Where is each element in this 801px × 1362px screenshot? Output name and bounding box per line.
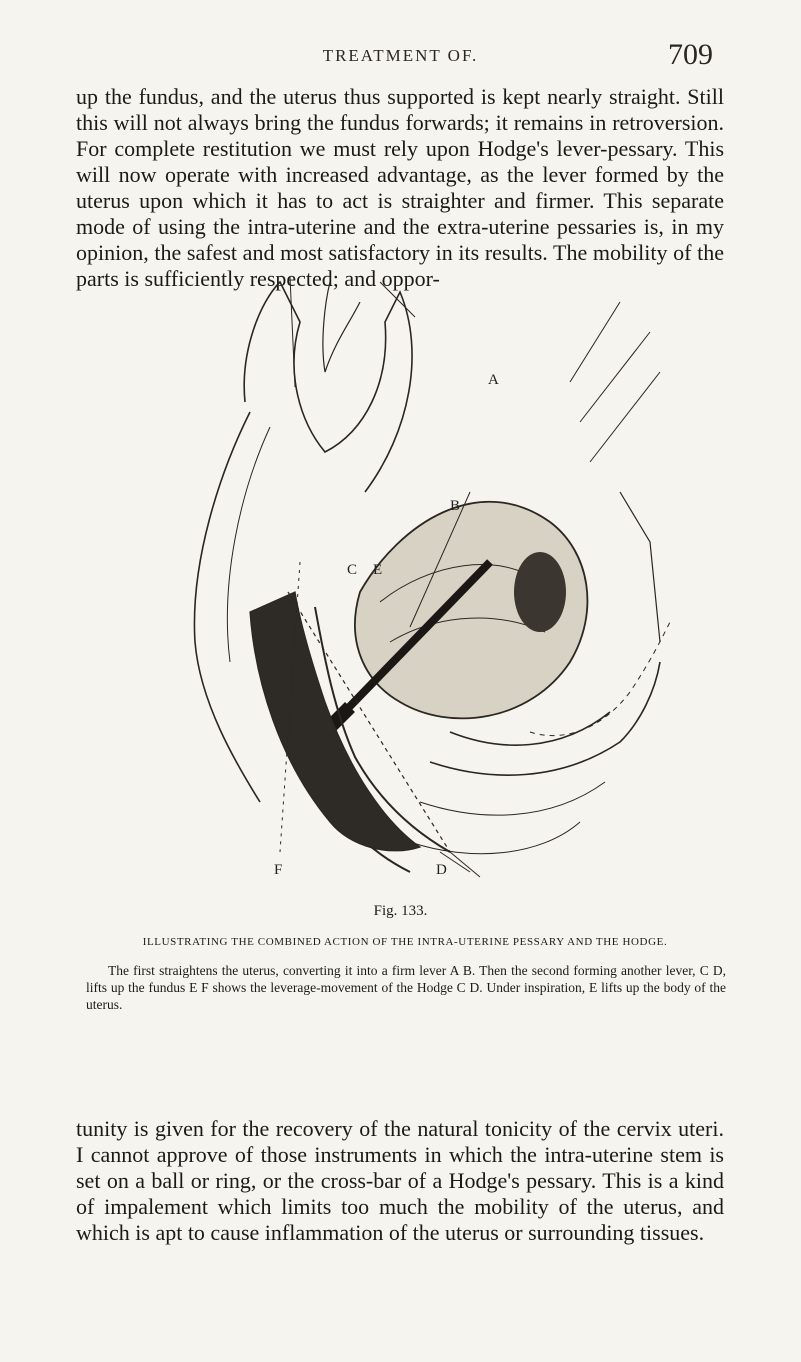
paragraph-text: up the fundus, and the uterus thus supported is kept nearly straight. Still this will not always bring the fundus forwards; it remains in retroversion. For complete restitution we must rely upon Hodge's lever-pessary. This will now operate with increased advantage, as the lever formed by the uterus upon which it has to act is straighter and firmer. This separate mode of using the intra-uterine and the extra-uterine pessaries is, in my opinion, the safest and most satisfactory in its results. The mobility of the parts is sufficiently respected; and oppor- — [76, 84, 724, 291]
paragraph-text: tunity is given for the recovery of the natural tonicity of the cervix uteri. I cannot approve of those instruments in which the intra-uterine stem is set on a ball or ring, or the cross-bar of a Hodge's pessary. This is a kind of impalement which limits too much the mobility of the uterus, and which is apt to cause inflammation of the uterus or surrounding tissues. — [76, 1116, 724, 1245]
fundus-mass — [514, 552, 566, 632]
anatomical-figure — [150, 262, 670, 882]
page-number: 709 — [668, 38, 713, 71]
label-b: B — [450, 498, 461, 514]
figure-caption — [86, 962, 726, 1013]
body-paragraph-top — [76, 84, 724, 292]
caption-text: The first straightens the uterus, converting it into a firm lever A B. Then the second forming another lever, C D, lifts up the fundus E F shows the leverage-movement of the Hodge C D. Under inspiration, E lifts up the body of the uterus. — [86, 963, 726, 1012]
label-c: C — [347, 562, 358, 578]
figure-title: ILLUSTRATING THE COMBINED ACTION OF THE INTRA-UTERINE PESSARY AND THE HODGE. — [142, 936, 668, 948]
figure-number: Fig. 133. — [373, 903, 428, 919]
label-e: E — [373, 562, 383, 578]
running-head: TREATMENT OF. — [322, 46, 479, 65]
pubic-outline — [244, 282, 412, 492]
label-a: A — [488, 372, 499, 388]
label-d: D — [436, 862, 447, 878]
label-f: F — [274, 862, 283, 878]
uterus-pessary-illustration — [150, 262, 670, 882]
body-paragraph-bottom — [76, 1116, 724, 1246]
